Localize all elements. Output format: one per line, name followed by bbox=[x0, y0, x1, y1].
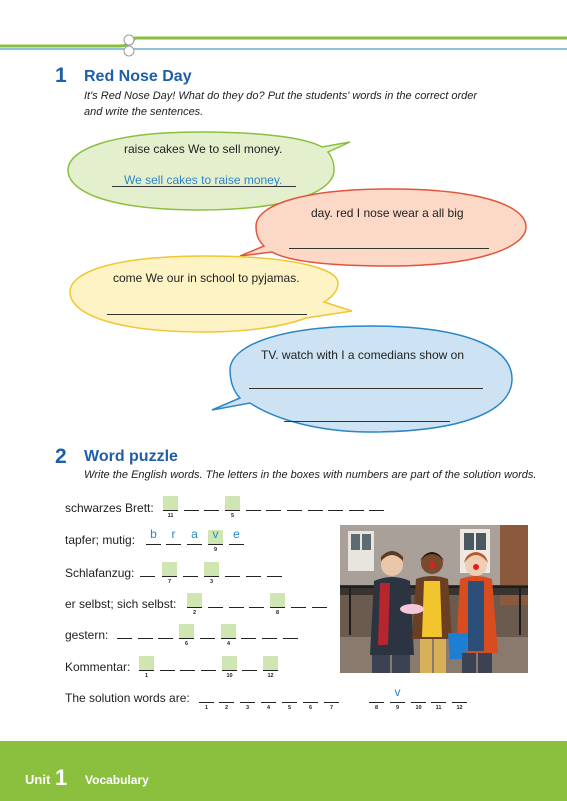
solution-blank[interactable] bbox=[219, 688, 234, 703]
solution-blank[interactable] bbox=[240, 688, 255, 703]
letter-blank[interactable] bbox=[308, 496, 323, 511]
letter-blank[interactable] bbox=[158, 624, 173, 639]
puzzle-row-schwarzes-brett bbox=[0, 496, 567, 520]
letter-blank[interactable] bbox=[166, 527, 181, 545]
bubble-4-jumbled-sentence: TV. watch with I a comedians show on bbox=[261, 348, 464, 362]
bubble-4-writing-line-2[interactable] bbox=[284, 421, 450, 422]
letter-box-numbered[interactable] bbox=[139, 656, 154, 671]
letter-box-numbered[interactable] bbox=[204, 562, 219, 577]
box-number: 6 bbox=[184, 641, 189, 647]
letter-blank[interactable] bbox=[262, 624, 277, 639]
section-1-number: 1 bbox=[55, 64, 67, 87]
clue-label-gestern: gestern: bbox=[65, 628, 109, 642]
clue-label-er-selbst: er selbst; sich selbst: bbox=[65, 597, 177, 611]
solution-number: 5 bbox=[287, 705, 292, 711]
letter-blank[interactable] bbox=[204, 496, 219, 511]
students-photo bbox=[340, 525, 528, 673]
letter-blank[interactable] bbox=[183, 562, 198, 577]
solution-filled-letter: v bbox=[394, 685, 401, 699]
letter-box-numbered[interactable] bbox=[187, 593, 202, 608]
footer-section-label: Vocabulary bbox=[85, 773, 149, 787]
solution-blank[interactable] bbox=[303, 688, 318, 703]
letter-blank[interactable] bbox=[246, 496, 261, 511]
letter-blank[interactable] bbox=[200, 624, 215, 639]
letter-blank[interactable] bbox=[229, 527, 244, 545]
footer-unit-number: 1 bbox=[55, 765, 68, 790]
letter-box-numbered[interactable] bbox=[162, 562, 177, 577]
letter-blank[interactable] bbox=[266, 496, 281, 511]
speech-bubble-3 bbox=[70, 256, 352, 332]
letter-blank[interactable] bbox=[349, 496, 364, 511]
letter-box-numbered[interactable] bbox=[222, 656, 237, 671]
letter-blank[interactable] bbox=[184, 496, 199, 511]
footer-bar bbox=[0, 741, 567, 801]
letter-blank[interactable] bbox=[249, 593, 264, 608]
solution-number: 8 bbox=[374, 705, 379, 711]
solution-number: 12 bbox=[456, 705, 463, 711]
solution-blank[interactable] bbox=[411, 688, 426, 703]
solution-number: 1 bbox=[204, 705, 209, 711]
letter-blank[interactable] bbox=[291, 593, 306, 608]
letter-blank[interactable] bbox=[225, 562, 240, 577]
letter-blank[interactable] bbox=[246, 562, 261, 577]
box-number: 11 bbox=[167, 513, 174, 519]
letter-box-numbered[interactable] bbox=[221, 624, 236, 639]
letter-box-numbered[interactable] bbox=[263, 656, 278, 671]
section-2-title: Word puzzle bbox=[84, 448, 178, 465]
solution-number: 10 bbox=[415, 705, 422, 711]
solution-number: 11 bbox=[435, 705, 442, 711]
box-number: 3 bbox=[209, 579, 214, 585]
bubble-1-writing-line[interactable] bbox=[112, 186, 296, 187]
bubble-1-answer: We sell cakes to raise money. bbox=[124, 173, 283, 187]
letter-blank[interactable] bbox=[140, 562, 155, 577]
box-number: 1 bbox=[144, 673, 149, 679]
letter-box-numbered[interactable] bbox=[208, 527, 223, 545]
solution-blank[interactable] bbox=[282, 688, 297, 703]
box-number: 12 bbox=[267, 673, 274, 679]
letter-blank[interactable] bbox=[267, 562, 282, 577]
letter-blank[interactable] bbox=[283, 624, 298, 639]
filled-letter: a bbox=[191, 527, 198, 541]
solution-blank[interactable] bbox=[324, 688, 339, 703]
section-1-title: Red Nose Day bbox=[84, 68, 192, 85]
box-number: 2 bbox=[192, 610, 197, 616]
solution-number: 3 bbox=[245, 705, 250, 711]
letter-blank[interactable] bbox=[187, 527, 202, 545]
solution-row bbox=[0, 685, 567, 712]
filled-letter: r bbox=[171, 527, 176, 541]
letter-box-numbered[interactable] bbox=[163, 496, 178, 511]
letter-blank[interactable] bbox=[117, 624, 132, 639]
solution-number: 4 bbox=[266, 705, 271, 711]
letter-box-numbered[interactable] bbox=[225, 496, 240, 511]
filled-letter: b bbox=[150, 527, 157, 541]
solution-blank[interactable] bbox=[431, 688, 446, 703]
solution-label: The solution words are: bbox=[65, 691, 190, 705]
letter-box-numbered[interactable] bbox=[179, 624, 194, 639]
clue-label-schwarzes-brett: schwarzes Brett: bbox=[65, 501, 154, 515]
letter-blank[interactable] bbox=[328, 496, 343, 511]
clue-label-kommentar: Kommentar: bbox=[65, 660, 131, 674]
letter-blank[interactable] bbox=[242, 656, 257, 671]
letter-blank[interactable] bbox=[180, 656, 195, 671]
letter-blank[interactable] bbox=[208, 593, 223, 608]
solution-blank[interactable] bbox=[199, 688, 214, 703]
letter-box-numbered[interactable] bbox=[270, 593, 285, 608]
letter-blank[interactable] bbox=[138, 624, 153, 639]
bubble-4-writing-line-1[interactable] bbox=[249, 388, 483, 389]
letter-blank[interactable] bbox=[201, 656, 216, 671]
letter-blank[interactable] bbox=[146, 527, 161, 545]
box-number: 9 bbox=[213, 547, 218, 553]
clue-label-schlafanzug: Schlafanzug: bbox=[65, 566, 135, 580]
box-number: 5 bbox=[230, 513, 235, 519]
speech-bubble-4 bbox=[212, 326, 512, 432]
box-number: 4 bbox=[226, 641, 231, 647]
section-1-instruction-line-2: and write the sentences. bbox=[84, 106, 204, 118]
letter-blank[interactable] bbox=[229, 593, 244, 608]
section-2-number: 2 bbox=[55, 445, 67, 468]
letter-blank[interactable] bbox=[369, 496, 384, 511]
bubble-3-jumbled-sentence: come We our in school to pyjamas. bbox=[113, 271, 300, 285]
letter-blank[interactable] bbox=[160, 656, 175, 671]
box-number: 7 bbox=[167, 579, 172, 585]
bubble-2-jumbled-sentence: day. red I nose wear a all big bbox=[311, 206, 464, 220]
filled-letter: v bbox=[212, 527, 219, 541]
solution-blank[interactable] bbox=[261, 688, 276, 703]
letter-blank[interactable] bbox=[241, 624, 256, 639]
solution-blank[interactable] bbox=[369, 688, 384, 703]
section-1-instruction-line-1: It's Red Nose Day! What do they do? Put the students' words in the correct order bbox=[84, 90, 478, 102]
footer-unit-label: Unit bbox=[25, 772, 51, 787]
letter-blank[interactable] bbox=[312, 593, 327, 608]
bubble-1-jumbled-sentence: raise cakes We to sell money. bbox=[124, 142, 283, 156]
solution-number: 2 bbox=[224, 705, 229, 711]
bubble-3-writing-line[interactable] bbox=[107, 314, 307, 315]
solution-number: 7 bbox=[329, 705, 334, 711]
letter-blank[interactable] bbox=[287, 496, 302, 511]
solution-number: 9 bbox=[395, 705, 400, 711]
filled-letter: e bbox=[233, 527, 240, 541]
section-2-instruction: Write the English words. The letters in the boxes with numbers are part of the solution words. bbox=[84, 469, 537, 481]
solution-number: 6 bbox=[308, 705, 313, 711]
clue-label-tapfer-mutig: tapfer; mutig: bbox=[65, 533, 136, 547]
box-number: 8 bbox=[275, 610, 280, 616]
bubble-2-writing-line[interactable] bbox=[289, 248, 489, 249]
solution-blank[interactable] bbox=[390, 685, 405, 703]
solution-blank[interactable] bbox=[452, 688, 467, 703]
box-number: 10 bbox=[226, 673, 233, 679]
